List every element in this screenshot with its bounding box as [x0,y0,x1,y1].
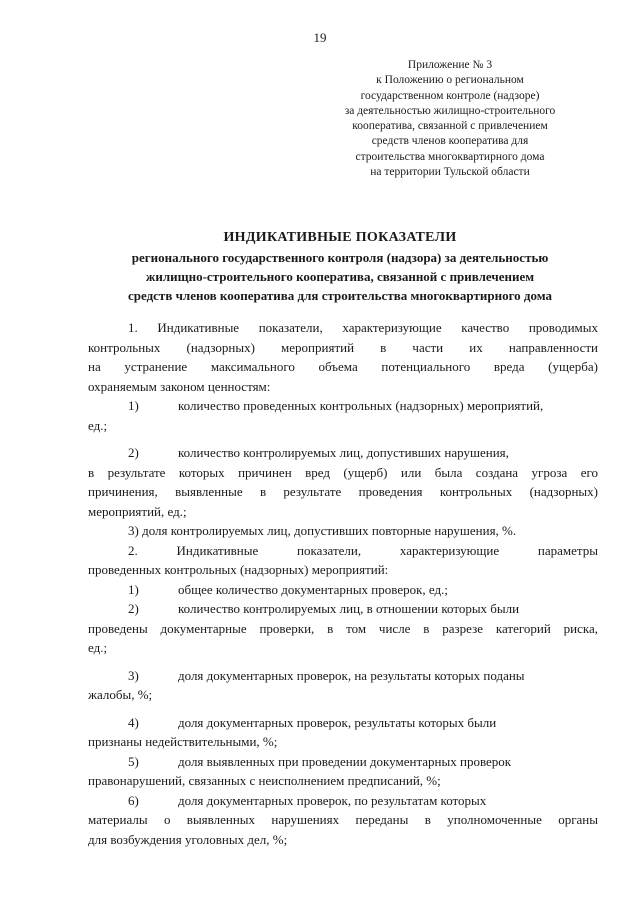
list-number: 3) [128,667,139,683]
list-item-text: доля документарных проверок, результаты которых были [178,714,497,730]
list-item-text: доля документарных проверок, на результаты которых поданы [178,667,525,683]
paragraph-line: на устранение максимального объема потенциального вреда (ущерба) [88,359,598,374]
paragraph-line: 1. Индикативные показатели, характеризующие качество проводимых [128,320,598,335]
title-subtitle-line: регионального государственного контроля (надзора) за деятельностью [131,250,549,265]
list-number: 5) [128,753,139,769]
list-item [88,443,598,463]
paragraph-line: материалы о выявленных нарушениях переданы в уполномоченные органы [88,812,598,827]
paragraph-line: проведены документарные проверки, в том числе в разрезе категорий риска, [88,620,598,636]
list-item [88,666,598,686]
page-number: 19 [313,30,327,45]
appendix-line: Приложение № 3 [407,59,493,71]
appendix-note [310,58,590,180]
paragraph-line: причинения, выявленные в результате проведения контрольных (надзорных) [88,484,598,499]
list-item [88,713,598,733]
paragraph-line: контрольных (надзорных) мероприятий в части их направленности [88,339,598,355]
paragraph-line: правонарушений, связанных с неисполнением предписаний, %; [88,773,441,788]
appendix-line: на территории Тульской области [370,166,530,179]
list-item: 3) доля контролируемых лиц, допустивших повторные нарушения, %. [128,523,517,538]
list-item [88,580,598,600]
list-number: 4) [128,714,139,730]
list-item-text: доля документарных проверок, по результатам которых [178,792,487,808]
document-body [88,318,598,849]
document-title [70,228,610,305]
list-item-text: количество контролируемых лиц, в отношении которых были [178,601,520,616]
list-item [88,396,598,416]
paragraph-line: ед.; [88,417,108,433]
appendix-line: государственном контроле (надзоре) [360,89,540,102]
appendix-line: к Положению о региональном [376,74,524,87]
paragraph-line: мероприятий, ед.; [88,503,187,519]
list-number: 2) [128,445,139,460]
paragraph-line: 2. Индикативные показатели, характеризующие параметры [128,542,598,558]
title-main: ИНДИКАТИВНЫЕ ПОКАЗАТЕЛИ [223,230,457,245]
title-subtitle-line: средств членов кооператива для строительства многоквартирного дома [127,288,552,303]
paragraph-line: жалобы, %; [88,687,153,702]
paragraph-line: ед.; [88,640,108,655]
appendix-line: строительства многоквартирного дома [355,150,545,163]
appendix-line: кооператива, связанной с привлечением [352,120,548,133]
list-number: 2) [128,601,139,616]
list-item-text: количество контролируемых лиц, допустивших нарушения, [178,445,509,460]
list-number: 1) [128,398,139,413]
paragraph-line: признаны недействительными, %; [88,734,278,749]
list-item-text: общее количество документарных проверок, ед.; [178,581,448,597]
list-item-text: количество проведенных контрольных (надзорных) мероприятий, [178,398,544,413]
paragraph-line: охраняемым законом ценностям: [88,378,271,394]
list-item [88,752,598,772]
list-item-text: доля выявленных при проведении документарных проверок [178,753,512,769]
appendix-line: за деятельностью жилищно-строительного [344,104,556,117]
paragraph-line: в результате которых причинен вред (ущерб) или была создана угроза его [88,464,598,480]
list-number: 6) [128,792,139,808]
list-number: 1) [128,581,139,597]
paragraph-line: проведенных контрольных (надзорных) мероприятий: [88,562,389,577]
paragraph-line: для возбуждения уголовных дел, %; [88,831,288,847]
title-subtitle-line: жилищно-строительного кооператива, связанной с привлечением [145,269,535,284]
list-item [88,791,598,811]
list-item [88,599,598,619]
appendix-line: средств членов кооператива для [371,135,529,148]
